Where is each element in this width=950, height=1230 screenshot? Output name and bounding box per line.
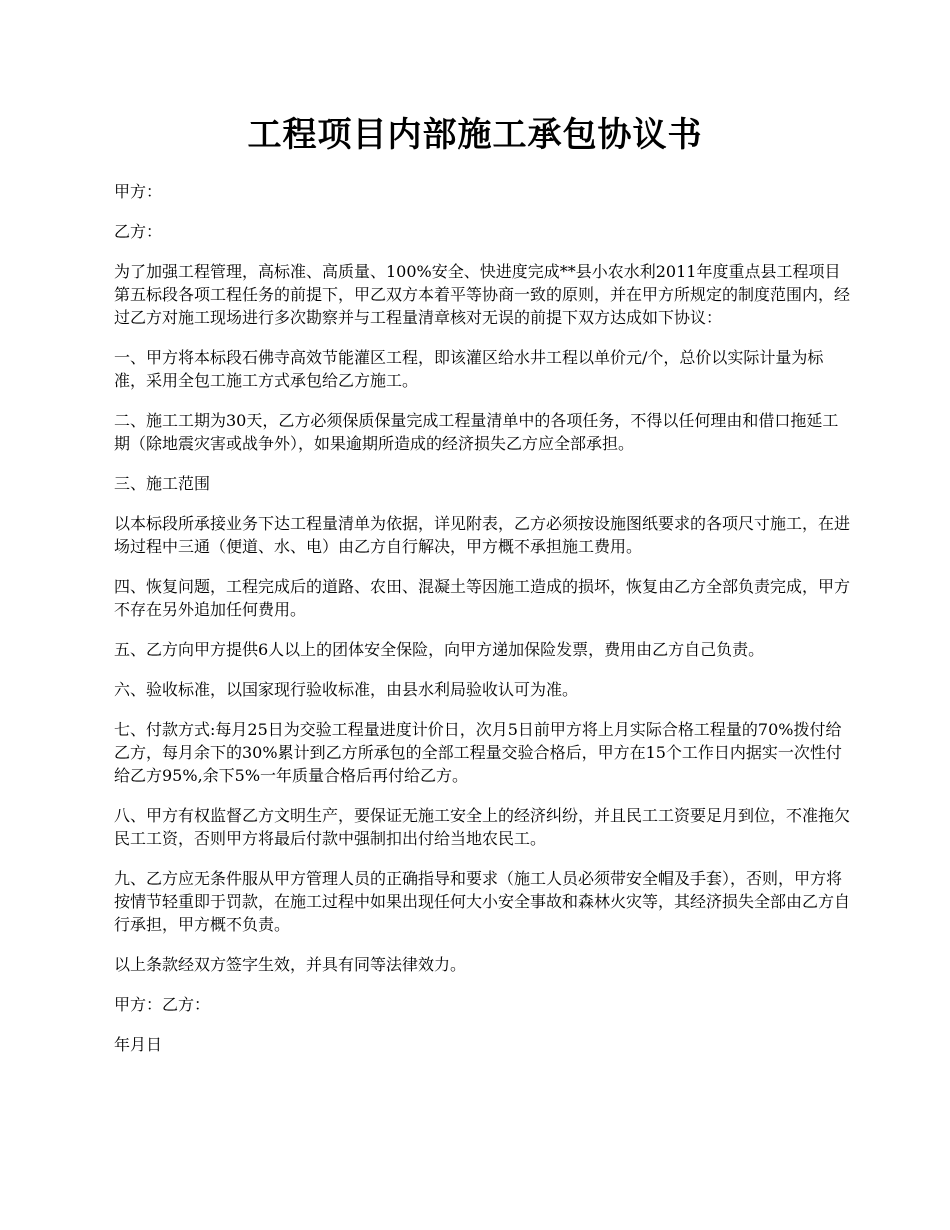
- clause-1: 一、甲方将本标段石佛寺高效节能灌区工程，即该灌区给水井工程以单价元/个，总价以实际计量为标准，采用全包工施工方式承包给乙方施工。: [114, 348, 824, 390]
- closing-statement: 以上条款经双方签字生效，并具有同等法律效力。: [114, 955, 467, 974]
- intro-paragraph: 为了加强工程管理，高标准、高质量、100%安全、快进度完成**县小农水利2011年度重点县工程项目第五标段各项工程任务的前提下，甲乙双方本着平等协商一致的原则，并在甲方所规定的制度范围内，经过乙方对施工现场进行多次勘察并与工程量清章核对无误的前提下双方达成如下协议：: [114, 262, 851, 327]
- clause-2: 二、施工工期为30天，乙方必须保质保量完成工程量清单中的各项任务，不得以任何理由和借口拖延工期（除地震灾害或战争外），如果逾期所造成的经济损失乙方应全部承担。: [114, 411, 839, 453]
- date-line: 年月日: [114, 1035, 163, 1054]
- document-title: 工程项目内部施工承包协议书: [247, 115, 703, 155]
- clause-9: 九、乙方应无条件服从甲方管理人员的正确指导和要求（施工人员必须带安全帽及手套），否则，甲方将按情节轻重即于罚款，在施工过程中如果出现任何大小安全事故和森林火灾等，其经济损失全部由乙方自行承担，甲方概不负责。: [114, 869, 851, 934]
- clause-5: 五、乙方向甲方提供6人以上的团体安全保险，向甲方递加保险发票，费用由乙方自己负责。: [114, 640, 765, 659]
- clause-3-heading: 三、施工范围: [114, 474, 211, 493]
- clause-3-body: 以本标段所承接业务下达工程量清单为依据，详见附表，乙方必须按设施图纸要求的各项尺寸施工，在进场过程中三通（便道、水、电）由乙方自行解决，甲方概不承担施工费用。: [114, 514, 851, 556]
- clause-6: 六、验收标准，以国家现行验收标准，由县水利局验收认可为准。: [114, 680, 579, 699]
- clause-8: 八、甲方有权监督乙方文明生产，要保证无施工安全上的经济纠纷，并且民工工资要足月到位，不准拖欠民工工资，否则甲方将最后付款中强制扣出付给当地农民工。: [114, 806, 851, 848]
- document-body: [114, 180, 854, 1073]
- clause-7: 七、付款方式:每月25日为交验工程量进度计价日，次月5日前甲方将上月实际合格工程量的70%拨付给乙方，每月余下的30%累计到乙方所承包的全部工程量交验合格后，甲方在15个工作日内据实一次性付给乙方95%,余下5%一年质量合格后再付给乙方。: [114, 720, 842, 785]
- signature-line: 甲方：乙方：: [114, 995, 211, 1014]
- party-a-line: 甲方：: [114, 182, 163, 201]
- party-b-line: 乙方：: [114, 222, 163, 241]
- clause-4: 四、恢复问题，工程完成后的道路、农田、混凝土等因施工造成的损坏，恢复由乙方全部负责完成，甲方不存在另外追加任何费用。: [114, 577, 851, 619]
